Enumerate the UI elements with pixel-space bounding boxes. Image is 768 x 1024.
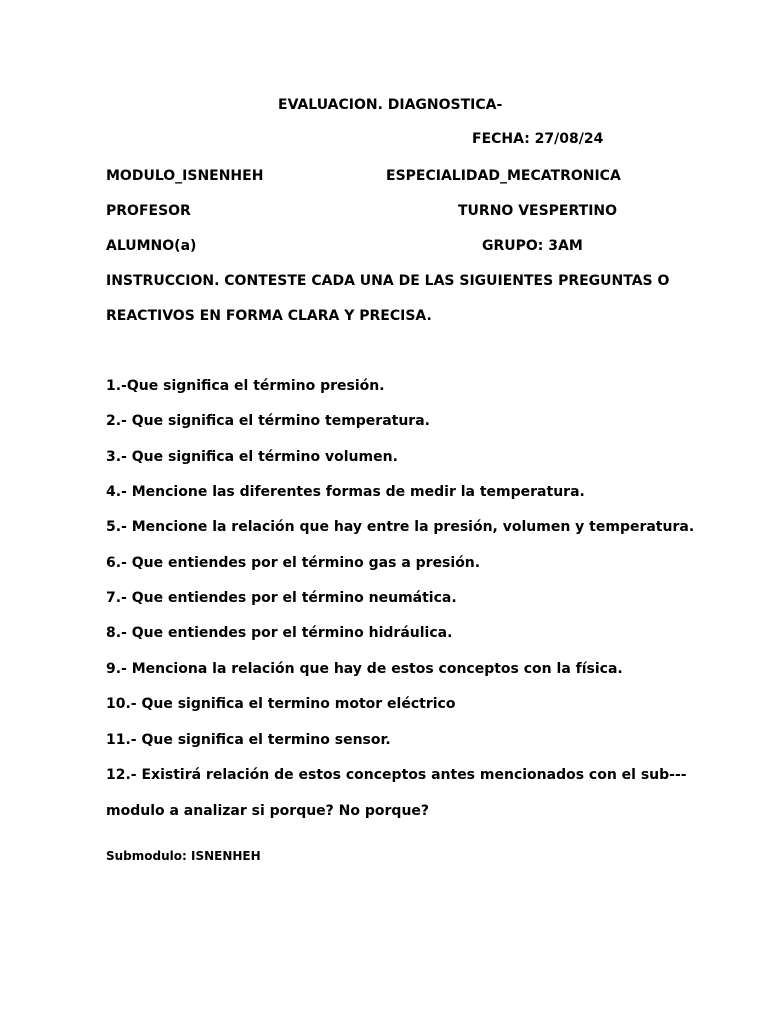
group-label: GRUPO: 3AM <box>482 238 583 254</box>
submodule-footer: Submodulo: ISNENHEH <box>106 849 261 863</box>
question-12: 12.- Existirá relación de estos conceptos antes mencionados con el sub--- <box>106 767 687 783</box>
question-1: 1.-Que significa el término presión. <box>106 378 385 394</box>
question-11: 11.- Que significa el termino sensor. <box>106 732 391 748</box>
question-4: 4.- Mencione las diferentes formas de medir la temperatura. <box>106 484 585 500</box>
question-10: 10.- Que significa el termino motor eléctrico <box>106 696 456 712</box>
date-label: FECHA: 27/08/24 <box>472 131 604 147</box>
question-2: 2.- Que significa el término temperatura. <box>106 413 430 429</box>
instructions-line-2: REACTIVOS EN FORMA CLARA Y PRECISA. <box>106 308 432 324</box>
question-9: 9.- Menciona la relación que hay de estos conceptos con la física. <box>106 661 623 677</box>
question-6: 6.- Que entiendes por el término gas a presión. <box>106 555 481 571</box>
document-title: EVALUACION. DIAGNOSTICA- <box>278 97 503 113</box>
shift-label: TURNO VESPERTINO <box>458 203 618 219</box>
teacher-label: PROFESOR <box>106 203 191 219</box>
question-5: 5.- Mencione la relación que hay entre la presión, volumen y temperatura. <box>106 519 695 535</box>
question-8: 8.- Que entiendes por el término hidráulica. <box>106 625 453 641</box>
question-12-continuation: modulo a analizar si porque? No porque? <box>106 803 430 819</box>
module-label: MODULO_ISNENHEH <box>106 168 264 184</box>
instructions-line-1: INSTRUCCION. CONTESTE CADA UNA DE LAS SIGUIENTES PREGUNTAS O <box>106 273 670 289</box>
specialty-label: ESPECIALIDAD_MECATRONICA <box>386 168 621 184</box>
question-7: 7.- Que entiendes por el término neumática. <box>106 590 457 606</box>
student-label: ALUMNO(a) <box>106 238 197 254</box>
question-3: 3.- Que significa el término volumen. <box>106 449 398 465</box>
